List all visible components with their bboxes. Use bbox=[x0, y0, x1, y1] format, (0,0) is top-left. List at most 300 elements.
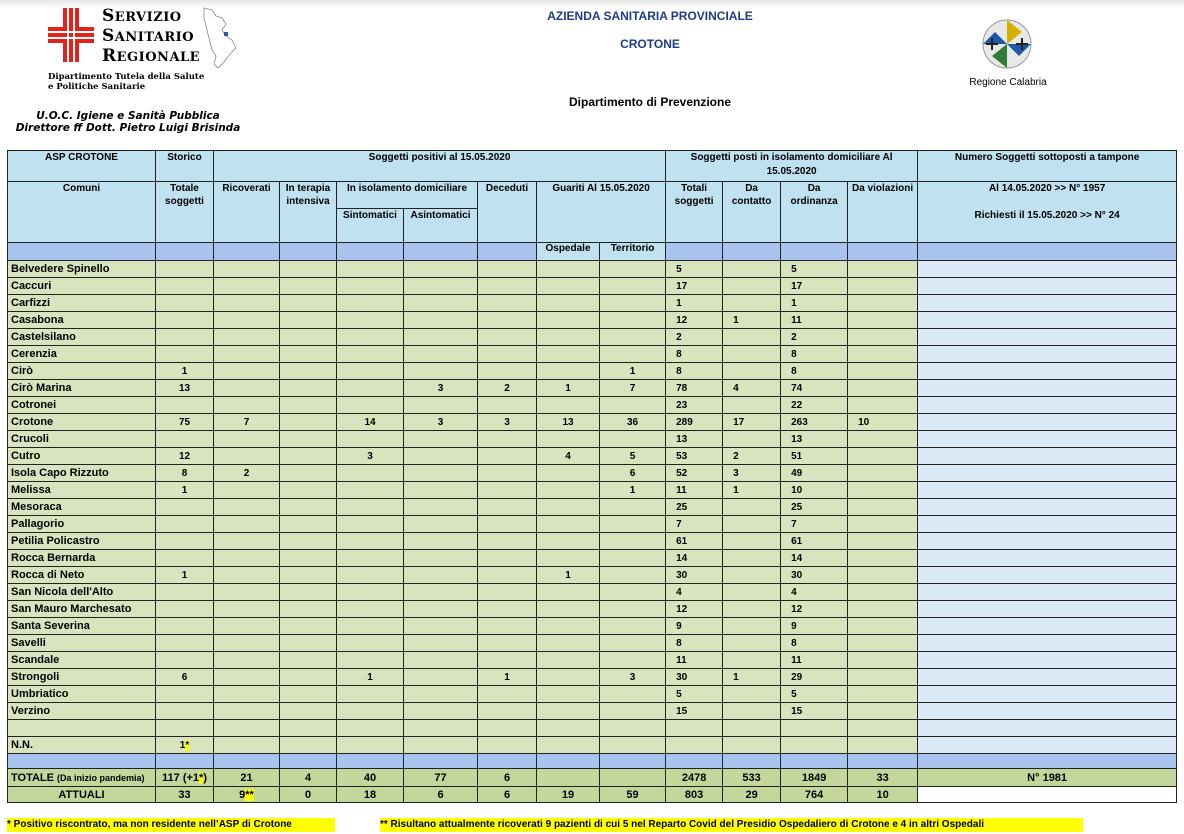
cell-ter bbox=[600, 346, 666, 363]
cell-sin bbox=[337, 465, 404, 482]
cell-ti bbox=[280, 669, 337, 686]
totale-osp bbox=[537, 769, 600, 787]
cell-totali: 23 bbox=[666, 397, 723, 414]
cell-cont bbox=[723, 601, 781, 618]
cell-tot bbox=[156, 652, 214, 669]
logo-word-sanitario: SANITARIO bbox=[102, 26, 195, 46]
cell-osp bbox=[537, 363, 600, 380]
cell-tot: 1 bbox=[156, 482, 214, 499]
cell-ord: 1 bbox=[781, 295, 848, 312]
cell-asi bbox=[404, 635, 478, 652]
cell-asi bbox=[404, 431, 478, 448]
cell-ric bbox=[214, 686, 280, 703]
cell-tot bbox=[156, 346, 214, 363]
attuali-label: ATTUALI bbox=[8, 787, 156, 803]
cell-ric bbox=[214, 329, 280, 346]
cell-sin bbox=[337, 686, 404, 703]
cell-cont: 1 bbox=[723, 482, 781, 499]
cell-cont bbox=[723, 533, 781, 550]
cell-viol bbox=[848, 312, 918, 329]
cell-ti bbox=[280, 482, 337, 499]
cell-totali: 8 bbox=[666, 346, 723, 363]
cell-viol bbox=[848, 618, 918, 635]
cell-totali: 17 bbox=[666, 278, 723, 295]
cell-asi bbox=[404, 567, 478, 584]
table-row bbox=[8, 312, 1177, 329]
cell-osp: 13 bbox=[537, 414, 600, 431]
cell-ord: 29 bbox=[781, 669, 848, 686]
cell-ti bbox=[280, 431, 337, 448]
cell-totali bbox=[666, 720, 723, 737]
cell-ti bbox=[280, 516, 337, 533]
red-cross-icon bbox=[48, 8, 94, 62]
table-row bbox=[8, 278, 1177, 295]
cell-ti bbox=[280, 652, 337, 669]
logo-word-regionale: REGIONALE bbox=[102, 46, 201, 66]
cell-ric bbox=[214, 278, 280, 295]
cell-tot bbox=[156, 703, 214, 720]
cell-viol bbox=[848, 601, 918, 618]
cell-sin: 1 bbox=[337, 669, 404, 686]
cell-tampone bbox=[918, 363, 1177, 380]
cell-tot bbox=[156, 584, 214, 601]
comune-name: San Nicola dell'Alto bbox=[8, 584, 156, 601]
comune-name: Crotone bbox=[8, 414, 156, 431]
cell-ord: 51 bbox=[781, 448, 848, 465]
cell-tampone bbox=[918, 516, 1177, 533]
cell-ord: 5 bbox=[781, 686, 848, 703]
cell-sin bbox=[337, 363, 404, 380]
totale-sin: 40 bbox=[337, 769, 404, 787]
cell-totali: 12 bbox=[666, 312, 723, 329]
cell-asi bbox=[404, 584, 478, 601]
totale-cont: 533 bbox=[723, 769, 781, 787]
cell-sin bbox=[337, 584, 404, 601]
cell-ti bbox=[280, 601, 337, 618]
cell-viol bbox=[848, 482, 918, 499]
cell-tampone bbox=[918, 278, 1177, 295]
cell-ord: 7 bbox=[781, 516, 848, 533]
cell-ric bbox=[214, 448, 280, 465]
cell-ti bbox=[280, 635, 337, 652]
attuali-osp: 19 bbox=[537, 787, 600, 803]
cell-ord: 25 bbox=[781, 499, 848, 516]
header-da-contatto: Da contatto bbox=[723, 182, 781, 243]
cell-viol bbox=[848, 261, 918, 278]
cell-viol bbox=[848, 720, 918, 737]
cell-cont bbox=[723, 567, 781, 584]
cell-sin bbox=[337, 499, 404, 516]
cell-ter bbox=[600, 601, 666, 618]
cell-osp bbox=[537, 346, 600, 363]
cell-osp: 1 bbox=[537, 567, 600, 584]
cell-osp bbox=[537, 516, 600, 533]
cell-tampone bbox=[918, 618, 1177, 635]
cell-sin bbox=[337, 482, 404, 499]
cell-viol bbox=[848, 669, 918, 686]
cell-tampone bbox=[918, 448, 1177, 465]
cell-dec bbox=[478, 584, 537, 601]
comune-name: Cutro bbox=[8, 448, 156, 465]
cell-sin: 3 bbox=[337, 448, 404, 465]
cell-ric: 7 bbox=[214, 414, 280, 431]
cell-totali: 5 bbox=[666, 261, 723, 278]
cell-osp bbox=[537, 533, 600, 550]
cell-dec bbox=[478, 448, 537, 465]
totale-ti: 4 bbox=[280, 769, 337, 787]
cell-tot bbox=[156, 618, 214, 635]
cell-dec bbox=[478, 261, 537, 278]
cell-ter bbox=[600, 431, 666, 448]
cell-osp bbox=[537, 703, 600, 720]
cell-tot bbox=[156, 686, 214, 703]
cell-viol bbox=[848, 431, 918, 448]
header-ricoverati: Ricoverati bbox=[214, 182, 280, 243]
cell-totali: 15 bbox=[666, 703, 723, 720]
cell-totali: 5 bbox=[666, 686, 723, 703]
cell-ord: 8 bbox=[781, 346, 848, 363]
table-row bbox=[8, 261, 1177, 278]
cell-sin bbox=[337, 516, 404, 533]
cell-tampone bbox=[918, 601, 1177, 618]
cell-osp bbox=[537, 482, 600, 499]
cell-osp bbox=[537, 312, 600, 329]
cell-tampone bbox=[918, 720, 1177, 737]
cell-cont bbox=[723, 635, 781, 652]
cell-viol bbox=[848, 278, 918, 295]
comune-name: Umbriatico bbox=[8, 686, 156, 703]
cell-dec bbox=[478, 601, 537, 618]
asp-title: AZIENDA SANITARIA PROVINCIALE bbox=[547, 9, 753, 23]
cell-dec bbox=[478, 312, 537, 329]
header-da-ordinanza: Da ordinanza bbox=[781, 182, 848, 243]
cell-cont bbox=[723, 720, 781, 737]
cell-ter bbox=[600, 329, 666, 346]
header-da-violazioni: Da violazioni bbox=[848, 182, 918, 243]
cell-ti bbox=[280, 363, 337, 380]
totale-dec: 6 bbox=[478, 769, 537, 787]
cell-asi bbox=[404, 346, 478, 363]
cell-asi bbox=[404, 465, 478, 482]
cell-ric bbox=[214, 380, 280, 397]
cell-ti bbox=[280, 329, 337, 346]
table-row-totale bbox=[8, 769, 1177, 787]
cell-tampone bbox=[918, 584, 1177, 601]
header-terapia-intensiva: In terapia intensiva bbox=[280, 182, 337, 243]
cell-totali: 13 bbox=[666, 431, 723, 448]
cell-ti bbox=[280, 720, 337, 737]
cell-cont: 1 bbox=[723, 312, 781, 329]
cell-tot: 8 bbox=[156, 465, 214, 482]
cell-cont bbox=[723, 499, 781, 516]
cell-cont: 17 bbox=[723, 414, 781, 431]
cell-ric bbox=[214, 720, 280, 737]
cell-sin bbox=[337, 431, 404, 448]
cell-sin bbox=[337, 618, 404, 635]
attuali-tot: 33 bbox=[156, 787, 214, 803]
cell-tot bbox=[156, 516, 214, 533]
cell-dec bbox=[478, 278, 537, 295]
cell-tot: 1 bbox=[156, 567, 214, 584]
cell-ric bbox=[214, 346, 280, 363]
cell-totali: 25 bbox=[666, 499, 723, 516]
cell-asi bbox=[404, 397, 478, 414]
cell-osp bbox=[537, 278, 600, 295]
table-row bbox=[8, 652, 1177, 669]
cell-totali: 53 bbox=[666, 448, 723, 465]
attuali-viol: 10 bbox=[848, 787, 918, 803]
cell-tot: 1 bbox=[156, 363, 214, 380]
header-guariti: Guariti Al 15.05.2020 bbox=[537, 182, 666, 243]
cell-ric bbox=[214, 363, 280, 380]
cell-tot bbox=[156, 329, 214, 346]
cell-totali: 12 bbox=[666, 601, 723, 618]
cell-ord: 263 bbox=[781, 414, 848, 431]
asp-city: CROTONE bbox=[620, 37, 680, 51]
cell-ord: 74 bbox=[781, 380, 848, 397]
cell-osp bbox=[537, 686, 600, 703]
regione-calabria-emblem-icon bbox=[972, 14, 1042, 74]
cell-ric bbox=[214, 567, 280, 584]
cell-viol bbox=[848, 652, 918, 669]
header-comuni: Comuni bbox=[8, 182, 156, 243]
cell-asi bbox=[404, 448, 478, 465]
cell-sin bbox=[337, 329, 404, 346]
cell-ter bbox=[600, 312, 666, 329]
cell-viol bbox=[848, 635, 918, 652]
cell-ti bbox=[280, 567, 337, 584]
cell-dec: 3 bbox=[478, 414, 537, 431]
cell-viol bbox=[848, 584, 918, 601]
cell-ord: 14 bbox=[781, 550, 848, 567]
cell-ord: 30 bbox=[781, 567, 848, 584]
cell-ric bbox=[214, 618, 280, 635]
table-row bbox=[8, 499, 1177, 516]
cell-osp bbox=[537, 329, 600, 346]
comune-name: Belvedere Spinello bbox=[8, 261, 156, 278]
cell-totali: 52 bbox=[666, 465, 723, 482]
cell-ord bbox=[781, 720, 848, 737]
cell-tampone bbox=[918, 482, 1177, 499]
cell-tot bbox=[156, 499, 214, 516]
cell-totali: 4 bbox=[666, 584, 723, 601]
table-row bbox=[8, 618, 1177, 635]
cell-cont bbox=[723, 329, 781, 346]
cell-dec bbox=[478, 652, 537, 669]
comune-name: N.N. bbox=[8, 737, 156, 754]
cell-sin bbox=[337, 635, 404, 652]
cell-ric bbox=[214, 703, 280, 720]
comune-name: Santa Severina bbox=[8, 618, 156, 635]
table-row bbox=[8, 431, 1177, 448]
cell-cont: 4 bbox=[723, 380, 781, 397]
cell-tot bbox=[156, 550, 214, 567]
table-row bbox=[8, 703, 1177, 720]
cell-osp: 4 bbox=[537, 448, 600, 465]
table-row bbox=[8, 397, 1177, 414]
cell-sin bbox=[337, 278, 404, 295]
cell-ric bbox=[214, 652, 280, 669]
cell-ter bbox=[600, 533, 666, 550]
table-row bbox=[8, 686, 1177, 703]
cell-sin bbox=[337, 312, 404, 329]
cell-cont: 2 bbox=[723, 448, 781, 465]
cell-tot bbox=[156, 533, 214, 550]
cell-tot: 75 bbox=[156, 414, 214, 431]
header-tampone-detail: Al 14.05.2020 >> N° 1957 Richiesti il 15.05.2020 >> N° 24 bbox=[918, 182, 1177, 243]
cell-tot bbox=[156, 261, 214, 278]
cell-osp bbox=[537, 465, 600, 482]
cell-asi bbox=[404, 261, 478, 278]
cell-tot bbox=[156, 397, 214, 414]
cell-sin bbox=[337, 567, 404, 584]
cell-dec bbox=[478, 550, 537, 567]
cell-ter bbox=[600, 295, 666, 312]
cell-asi: 3 bbox=[404, 414, 478, 431]
cell-dec bbox=[478, 431, 537, 448]
cell-viol bbox=[848, 363, 918, 380]
header-totale-soggetti: Totale soggetti bbox=[156, 182, 214, 243]
cell-osp bbox=[537, 720, 600, 737]
cell-cont bbox=[723, 295, 781, 312]
comune-name: Caccuri bbox=[8, 278, 156, 295]
cell-ter bbox=[600, 584, 666, 601]
cell-viol bbox=[848, 499, 918, 516]
footnote-single-star: * Positivo riscontrato, ma non residente nell’ASP di Crotone bbox=[7, 818, 335, 832]
cell-tampone bbox=[918, 550, 1177, 567]
cell-sin: 14 bbox=[337, 414, 404, 431]
totale-ord: 1849 bbox=[781, 769, 848, 787]
cell-ti bbox=[280, 312, 337, 329]
cell-dec bbox=[478, 346, 537, 363]
cell-asi bbox=[404, 601, 478, 618]
cell-tampone bbox=[918, 652, 1177, 669]
comune-name: Cirò bbox=[8, 363, 156, 380]
table-row bbox=[8, 635, 1177, 652]
cell-dec bbox=[478, 533, 537, 550]
cell-ric bbox=[214, 431, 280, 448]
servizio-sanitario-logo bbox=[48, 6, 238, 98]
cell-cont bbox=[723, 278, 781, 295]
cell-dec: 1 bbox=[478, 669, 537, 686]
cell-asi bbox=[404, 703, 478, 720]
comune-name: Pallagorio bbox=[8, 516, 156, 533]
cell-viol bbox=[848, 686, 918, 703]
cell-ric bbox=[214, 635, 280, 652]
cell-viol bbox=[848, 533, 918, 550]
cell-sin bbox=[337, 397, 404, 414]
cell-cont bbox=[723, 584, 781, 601]
cell-ord: 5 bbox=[781, 261, 848, 278]
cell-ti bbox=[280, 686, 337, 703]
cell-ric bbox=[214, 550, 280, 567]
table-row bbox=[8, 601, 1177, 618]
cell-ter bbox=[600, 618, 666, 635]
cell-ter bbox=[600, 261, 666, 278]
comune-name: Cirò Marina bbox=[8, 380, 156, 397]
cell-tampone bbox=[918, 533, 1177, 550]
cell-sin bbox=[337, 550, 404, 567]
cell-cont bbox=[723, 261, 781, 278]
header-ospedale: Ospedale bbox=[537, 243, 600, 261]
cell-viol bbox=[848, 380, 918, 397]
cell-asi bbox=[404, 363, 478, 380]
cell-totali: 289 bbox=[666, 414, 723, 431]
cell-tot: 12 bbox=[156, 448, 214, 465]
table-row bbox=[8, 380, 1177, 397]
cell-tampone bbox=[918, 295, 1177, 312]
cell-osp bbox=[537, 295, 600, 312]
cell-ter bbox=[600, 703, 666, 720]
cell-osp bbox=[537, 397, 600, 414]
cell-ter: 7 bbox=[600, 380, 666, 397]
table-row-attuali bbox=[8, 787, 1177, 803]
cell-asi bbox=[404, 516, 478, 533]
cell-tampone bbox=[918, 431, 1177, 448]
cell-asi bbox=[404, 618, 478, 635]
cell-totali: 8 bbox=[666, 363, 723, 380]
cell-totali: 11 bbox=[666, 482, 723, 499]
table-row bbox=[8, 295, 1177, 312]
table-row bbox=[8, 533, 1177, 550]
attuali-dec: 6 bbox=[478, 787, 537, 803]
cell-ter bbox=[600, 499, 666, 516]
table-row bbox=[8, 516, 1177, 533]
logo-word-servizio: SERVIZIO bbox=[102, 6, 182, 26]
cell-ord: 49 bbox=[781, 465, 848, 482]
comune-name: Casabona bbox=[8, 312, 156, 329]
cell-totali: 11 bbox=[666, 652, 723, 669]
cell-asi bbox=[404, 686, 478, 703]
cell-tot bbox=[156, 431, 214, 448]
cell-dec bbox=[478, 567, 537, 584]
cell-ric bbox=[214, 516, 280, 533]
cell-ric bbox=[214, 295, 280, 312]
cell-totali: 8 bbox=[666, 635, 723, 652]
cell-asi: 3 bbox=[404, 380, 478, 397]
cell-tampone bbox=[918, 397, 1177, 414]
cell-viol bbox=[848, 703, 918, 720]
cell-ric bbox=[214, 482, 280, 499]
totale-ric: 21 bbox=[214, 769, 280, 787]
comune-name bbox=[8, 720, 156, 737]
cell-ter bbox=[600, 567, 666, 584]
cell-osp bbox=[537, 635, 600, 652]
regione-calabria-label: Regione Calabria bbox=[969, 77, 1047, 88]
cell-asi bbox=[404, 312, 478, 329]
cell-tampone bbox=[918, 567, 1177, 584]
header-totali-soggetti: Totali soggetti bbox=[666, 182, 723, 243]
cell-asi bbox=[404, 295, 478, 312]
cell-ter bbox=[600, 720, 666, 737]
cell-ord: 11 bbox=[781, 312, 848, 329]
header-territorio: Territorio bbox=[600, 243, 666, 261]
cell-totali: 2 bbox=[666, 329, 723, 346]
dept-tutela-label: Dipartimento Tutela della Salute e Politiche Sanitarie bbox=[48, 72, 205, 92]
cell-dec bbox=[478, 482, 537, 499]
cell-sin bbox=[337, 703, 404, 720]
cell-ric bbox=[214, 261, 280, 278]
cell-dec bbox=[478, 499, 537, 516]
cell-asi bbox=[404, 533, 478, 550]
cell-ter: 1 bbox=[600, 363, 666, 380]
header-positivi: Soggetti positivi al 15.05.2020 bbox=[214, 151, 666, 182]
cell-ti bbox=[280, 295, 337, 312]
cell-tampone bbox=[918, 703, 1177, 720]
cell-asi bbox=[404, 482, 478, 499]
table-row bbox=[8, 414, 1177, 431]
footnote-double-star: ** Risultano attualmente ricoverati 9 pazienti di cui 5 nel Reparto Covid del Presidio Ospedaliero di Crotone e 4 in altri Ospedali bbox=[380, 818, 1083, 832]
